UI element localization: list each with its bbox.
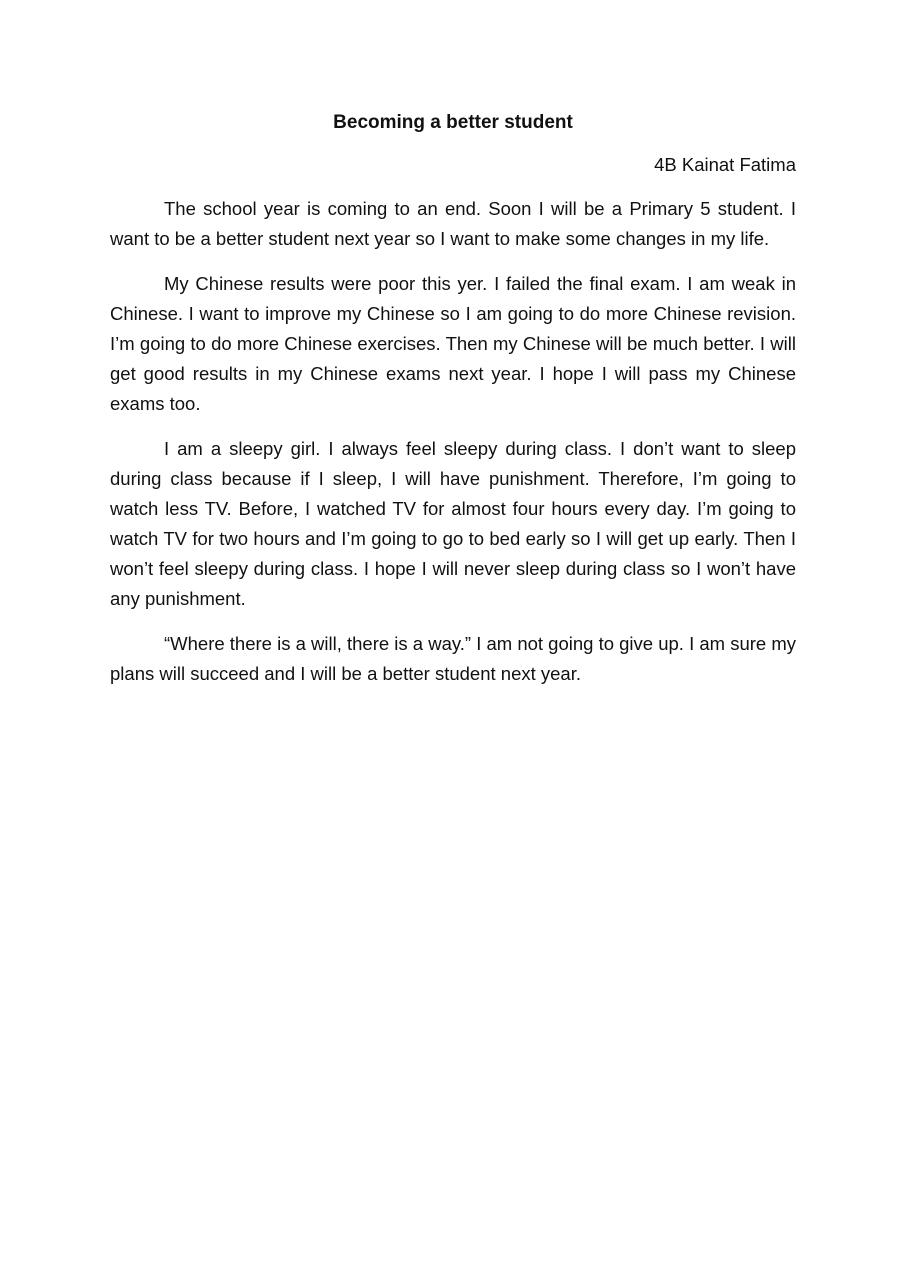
paragraph-conclusion: “Where there is a will, there is a way.” I am not going to give up. I am sure my plans will succeed and I will be a better student next year.	[110, 633, 796, 684]
paragraph-sleep: I am a sleepy girl. I always feel sleepy during class. I don’t want to sleep during class because if I sleep, I will have punishment. Therefore, I’m going to watch less TV. Before, I watched TV for almost four hours every day. I’m going to watch TV for two hours and I’m going to go to bed early so I will get up early. Then I won’t feel sleepy during class. I hope I will never sleep during class so I won’t have any punishment.	[110, 438, 796, 609]
paragraph-chinese: My Chinese results were poor this yer. I failed the final exam. I am weak in Chinese. I want to improve my Chinese so I am going to do more Chinese revision. I’m going to do more Chinese exercises. Then my Chinese will be much better. I will get good results in my Chinese exams next year. I hope I will pass my Chinese exams too.	[110, 273, 796, 414]
author-line: 4B Kainat Fatima	[654, 154, 796, 175]
document-body	[110, 106, 796, 689]
document-title: Becoming a better student	[333, 112, 573, 133]
paragraph-intro: The school year is coming to an end. Soon I will be a Primary 5 student. I want to be a better student next year so I want to make some changes in my life.	[110, 198, 796, 249]
